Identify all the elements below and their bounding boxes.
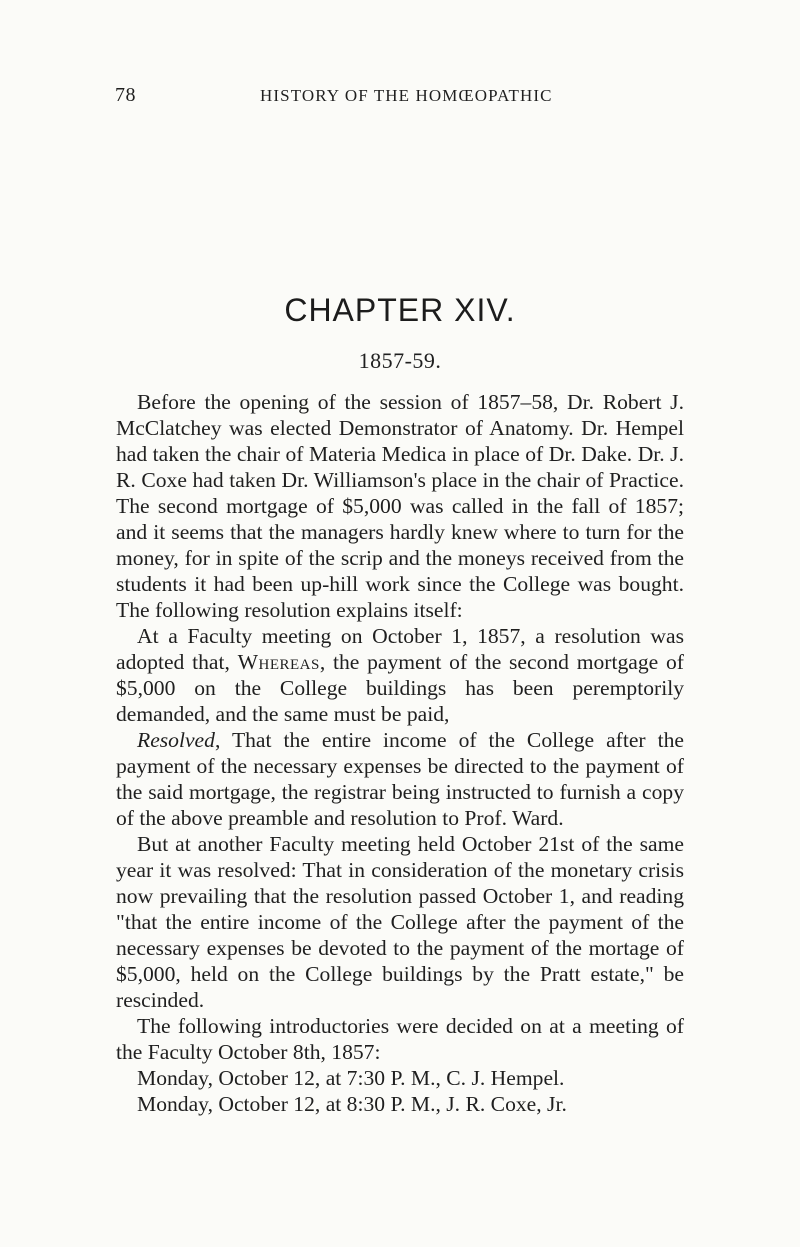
whereas-smallcaps: Whereas (237, 650, 320, 674)
body-text (116, 389, 684, 1117)
schedule-line-2 (116, 1091, 684, 1117)
paragraph-1-text: Before the opening of the session of 1857–58, Dr. Robert J. McClatchey was elected Demonstrator of Anatomy. Dr. Hempel had taken the chair of Materia Medica in place of Dr. Dake. Dr. J. R. Coxe had taken Dr. Williamson's place in the chair of Practice. The second mortgage of $5,000 was called in the fall of 1857; and it seems that the managers hardly knew where to turn for the money, for in spite of the scrip and the moneys received from the students it had been up-hill work since the College was bought. The following resolution explains itself: (116, 390, 684, 622)
running-head (115, 84, 685, 108)
paragraph-4 (116, 831, 684, 1013)
schedule-line-1 (116, 1065, 684, 1091)
chapter-title: CHAPTER XIV. (284, 292, 516, 328)
paragraph-5 (116, 1013, 684, 1065)
paragraph-1 (116, 389, 684, 623)
schedule-line-1-text: Monday, October 12, at 7:30 P. M., C. J. Hempel. (137, 1066, 565, 1090)
schedule-line-2-text: Monday, October 12, at 8:30 P. M., J. R. Coxe, Jr. (137, 1092, 567, 1116)
resolved-italic: Resolved (137, 728, 215, 752)
paragraph-2-tail: , the payment of the second mortgage of $5,000 on the College buildings has been peremptorily demanded, and the same must be paid, (116, 650, 684, 726)
running-head-title: HISTORY OF THE HOMŒOPATHIC (260, 86, 553, 105)
paragraph-2-lead: At a Faculty meeting on October 1, 1857, a resolution was adopted that, (116, 624, 684, 674)
page-number: 78 (115, 84, 136, 106)
paragraph-2 (116, 623, 684, 727)
paragraph-4-text: But at another Faculty meeting held October 21st of the same year it was resolved: That in consideration of the monetary crisis now prevailing that the resolution passed October 1, and reading "that the entire income of the College after the payment of the necessary expenses be devoted to the payment of the mortage of $5,000, held on the College buildings by the Pratt estate," be rescinded. (116, 832, 684, 1012)
chapter-years: 1857-59. (358, 348, 442, 373)
paragraph-3-tail: , That the entire income of the College after the payment of the necessary expenses be directed to the payment of the said mortgage, the registrar being instructed to furnish a copy of the above preamble and resolution to Prof. Ward. (116, 728, 684, 830)
paragraph-5-text: The following introductories were decided on at a meeting of the Faculty October 8th, 1857: (116, 1014, 684, 1064)
paragraph-3 (116, 727, 684, 831)
